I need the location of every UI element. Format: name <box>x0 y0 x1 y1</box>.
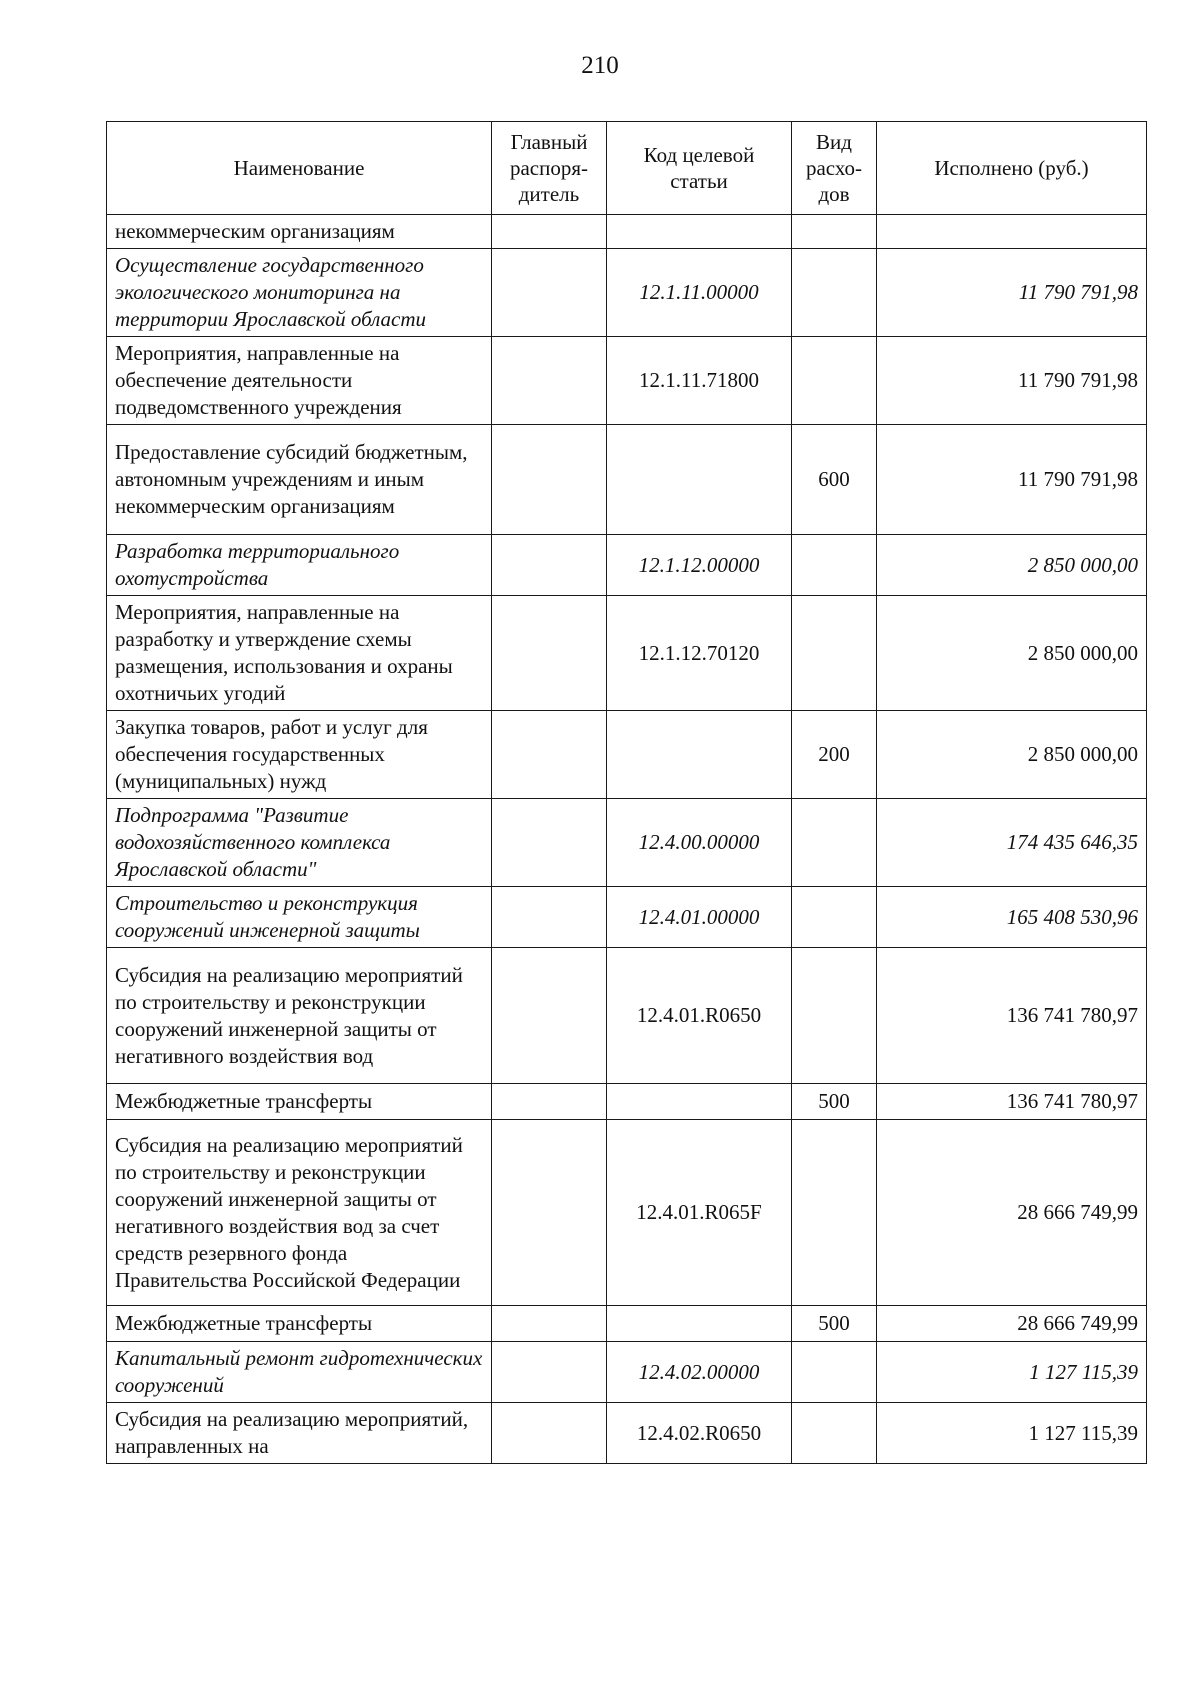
header-amount: Исполнено (руб.) <box>877 122 1147 215</box>
cell-code <box>607 215 792 249</box>
cell-manager <box>492 1120 607 1306</box>
cell-kind: 500 <box>792 1306 877 1342</box>
cell-name: Разработка территориального охотустройства <box>107 535 492 596</box>
cell-kind <box>792 535 877 596</box>
cell-amount: 1 127 115,39 <box>877 1342 1147 1403</box>
cell-kind <box>792 215 877 249</box>
table-row <box>107 1084 1147 1120</box>
table-row <box>107 1120 1147 1306</box>
cell-kind <box>792 337 877 425</box>
cell-manager <box>492 596 607 711</box>
cell-amount: 28 666 749,99 <box>877 1306 1147 1342</box>
cell-code <box>607 1306 792 1342</box>
cell-code: 12.4.02.R0650 <box>607 1403 792 1464</box>
cell-code: 12.1.11.00000 <box>607 249 792 337</box>
cell-amount: 11 790 791,98 <box>877 337 1147 425</box>
cell-name: Закупка товаров, работ и услуг для обеспечения государственных (муниципальных) нужд <box>107 711 492 799</box>
cell-amount: 2 850 000,00 <box>877 535 1147 596</box>
cell-name: Предоставление субсидий бюджетным, автономным учреждениям и иным некоммерческим организациям <box>107 425 492 535</box>
cell-manager <box>492 711 607 799</box>
cell-manager <box>492 799 607 887</box>
table-row <box>107 215 1147 249</box>
cell-manager <box>492 215 607 249</box>
table-row <box>107 799 1147 887</box>
cell-manager <box>492 1342 607 1403</box>
cell-name: Межбюджетные трансферты <box>107 1306 492 1342</box>
cell-name: Подпрограмма "Развитие водохозяйственного комплекса Ярославской области" <box>107 799 492 887</box>
cell-code: 12.1.12.00000 <box>607 535 792 596</box>
cell-kind <box>792 249 877 337</box>
cell-amount: 136 741 780,97 <box>877 948 1147 1084</box>
cell-code: 12.4.00.00000 <box>607 799 792 887</box>
cell-manager <box>492 1403 607 1464</box>
cell-kind: 600 <box>792 425 877 535</box>
cell-name: Осуществление государственного экологического мониторинга на территории Ярославской области <box>107 249 492 337</box>
table-row <box>107 887 1147 948</box>
cell-code: 12.4.01.R0650 <box>607 948 792 1084</box>
header-kind: Вид расхо-дов <box>792 122 877 215</box>
header-code: Код целевой статьи <box>607 122 792 215</box>
cell-kind: 500 <box>792 1084 877 1120</box>
cell-amount <box>877 215 1147 249</box>
cell-manager <box>492 425 607 535</box>
cell-name: Капитальный ремонт гидротехнических сооружений <box>107 1342 492 1403</box>
table-row <box>107 948 1147 1084</box>
cell-code <box>607 1084 792 1120</box>
table-row <box>107 1342 1147 1403</box>
cell-manager <box>492 337 607 425</box>
table-row <box>107 425 1147 535</box>
table-row <box>107 337 1147 425</box>
cell-kind <box>792 1120 877 1306</box>
cell-code: 12.4.01.00000 <box>607 887 792 948</box>
cell-code: 12.4.02.00000 <box>607 1342 792 1403</box>
cell-amount: 2 850 000,00 <box>877 596 1147 711</box>
header-name: Наименование <box>107 122 492 215</box>
cell-kind: 200 <box>792 711 877 799</box>
cell-name: некоммерческим организациям <box>107 215 492 249</box>
page-number: 210 <box>581 52 619 79</box>
cell-name: Субсидия на реализацию мероприятий, направленных на <box>107 1403 492 1464</box>
table-row <box>107 1306 1147 1342</box>
cell-amount: 174 435 646,35 <box>877 799 1147 887</box>
cell-amount: 1 127 115,39 <box>877 1403 1147 1464</box>
header-row <box>107 122 1147 215</box>
table-row <box>107 249 1147 337</box>
table-row <box>107 711 1147 799</box>
cell-kind <box>792 596 877 711</box>
cell-kind <box>792 887 877 948</box>
cell-kind <box>792 799 877 887</box>
cell-manager <box>492 948 607 1084</box>
cell-name: Мероприятия, направленные на обеспечение деятельности подведомственного учреждения <box>107 337 492 425</box>
cell-name: Субсидия на реализацию мероприятий по строительству и реконструкции сооружений инженерной защиты от негативного воздействия вод за счет средств резервного фонда Правительства Российской Федерации <box>107 1120 492 1306</box>
cell-name: Мероприятия, направленные на разработку и утверждение схемы размещения, использования и охраны охотничьих угодий <box>107 596 492 711</box>
table-row <box>107 1403 1147 1464</box>
cell-amount: 2 850 000,00 <box>877 711 1147 799</box>
cell-manager <box>492 1306 607 1342</box>
cell-name: Межбюджетные трансферты <box>107 1084 492 1120</box>
table-row <box>107 535 1147 596</box>
cell-name: Субсидия на реализацию мероприятий по строительству и реконструкции сооружений инженерной защиты от негативного воздействия вод <box>107 948 492 1084</box>
cell-amount: 11 790 791,98 <box>877 425 1147 535</box>
cell-manager <box>492 1084 607 1120</box>
table-body <box>107 215 1147 1464</box>
cell-manager <box>492 249 607 337</box>
cell-amount: 11 790 791,98 <box>877 249 1147 337</box>
table-header <box>107 122 1147 215</box>
cell-name: Строительство и реконструкция сооружений инженерной защиты <box>107 887 492 948</box>
cell-manager <box>492 887 607 948</box>
cell-amount: 136 741 780,97 <box>877 1084 1147 1120</box>
cell-code <box>607 425 792 535</box>
cell-amount: 165 408 530,96 <box>877 887 1147 948</box>
cell-code: 12.1.12.70120 <box>607 596 792 711</box>
cell-manager <box>492 535 607 596</box>
cell-kind <box>792 948 877 1084</box>
cell-code: 12.4.01.R065F <box>607 1120 792 1306</box>
cell-kind <box>792 1403 877 1464</box>
table-row <box>107 596 1147 711</box>
cell-amount: 28 666 749,99 <box>877 1120 1147 1306</box>
header-manager: Главный распоря-дитель <box>492 122 607 215</box>
budget-execution-table <box>106 121 1147 1464</box>
cell-kind <box>792 1342 877 1403</box>
cell-code: 12.1.11.71800 <box>607 337 792 425</box>
cell-code <box>607 711 792 799</box>
